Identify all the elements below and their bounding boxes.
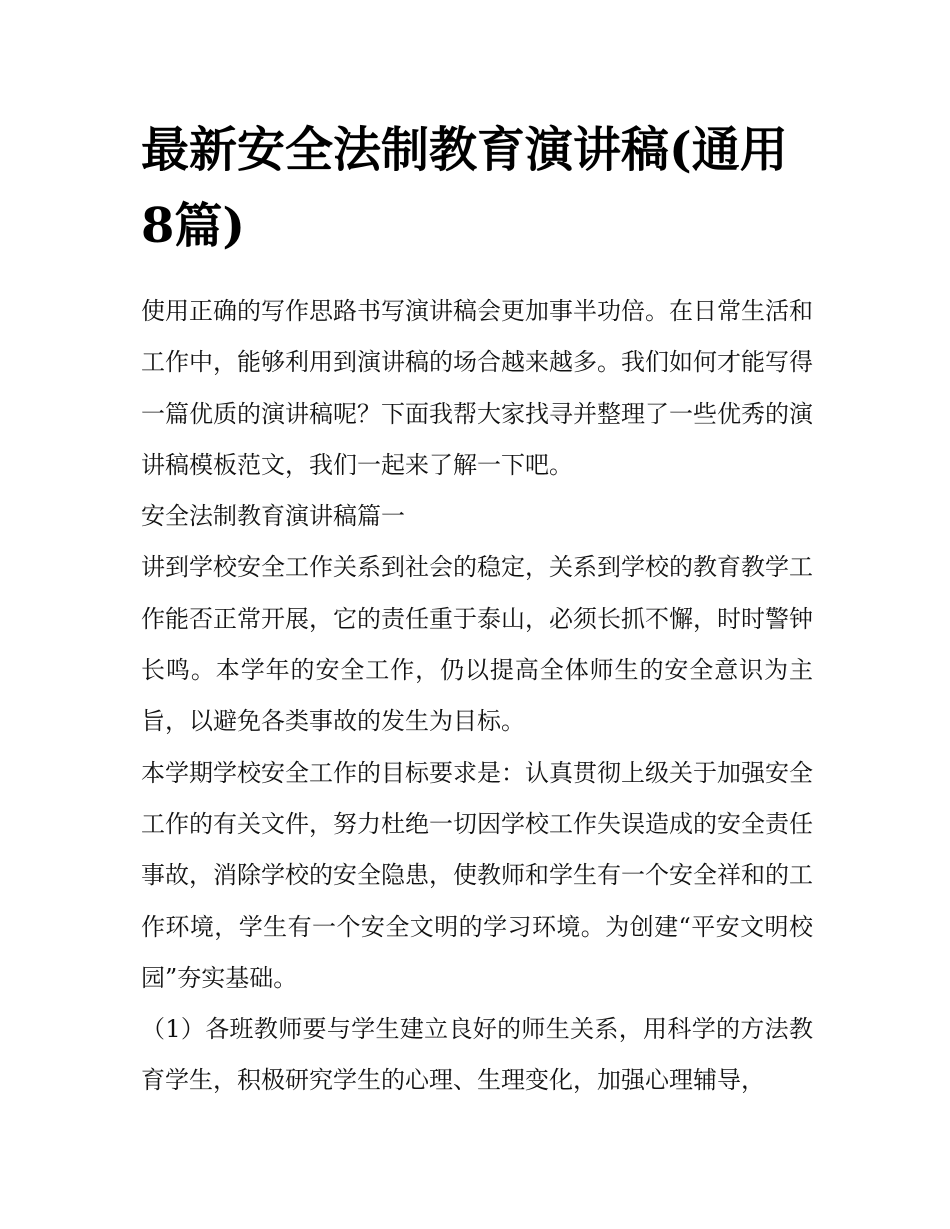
section-heading: 安全法制教育演讲稿篇一 [141, 502, 405, 531]
document-title: 最新安全法制教育演讲稿(通用8篇) [141, 122, 788, 254]
body-paragraph: （1）各班教师要与学生建立良好的师生关系，用科学的方法教育学生，积极研究学生的心理、生理变化，加强心理辅导， [141, 1015, 813, 1095]
document-content [141, 112, 813, 1107]
intro-paragraph: 使用正确的写作思路书写演讲稿会更加事半功倍。在日常生活和工作中，能够利用到演讲稿的场合越来越多。我们如何才能写得一篇优质的演讲稿呢？下面我帮大家找寻并整理了一些优秀的演讲稿模板范文，我们一起来了解一下吧。 [141, 297, 813, 479]
body-paragraph: 讲到学校安全工作关系到社会的稳定，关系到学校的教育教学工作能否正常开展，它的责任重于泰山，必须长抓不懈，时时警钟长鸣。本学年的安全工作，仍以提高全体师生的安全意识为主旨，以避免各类事故的发生为目标。 [141, 553, 813, 736]
body-paragraph: 本学期学校安全工作的目标要求是：认真贯彻上级关于加强安全工作的有关文件，努力杜绝一切因学校工作失误造成的安全责任事故，消除学校的安全隐患，使教师和学生有一个安全祥和的工作环境，学生有一个安全文明的学习环境。为创建“平安文明校园”夯实基础。 [141, 758, 813, 992]
